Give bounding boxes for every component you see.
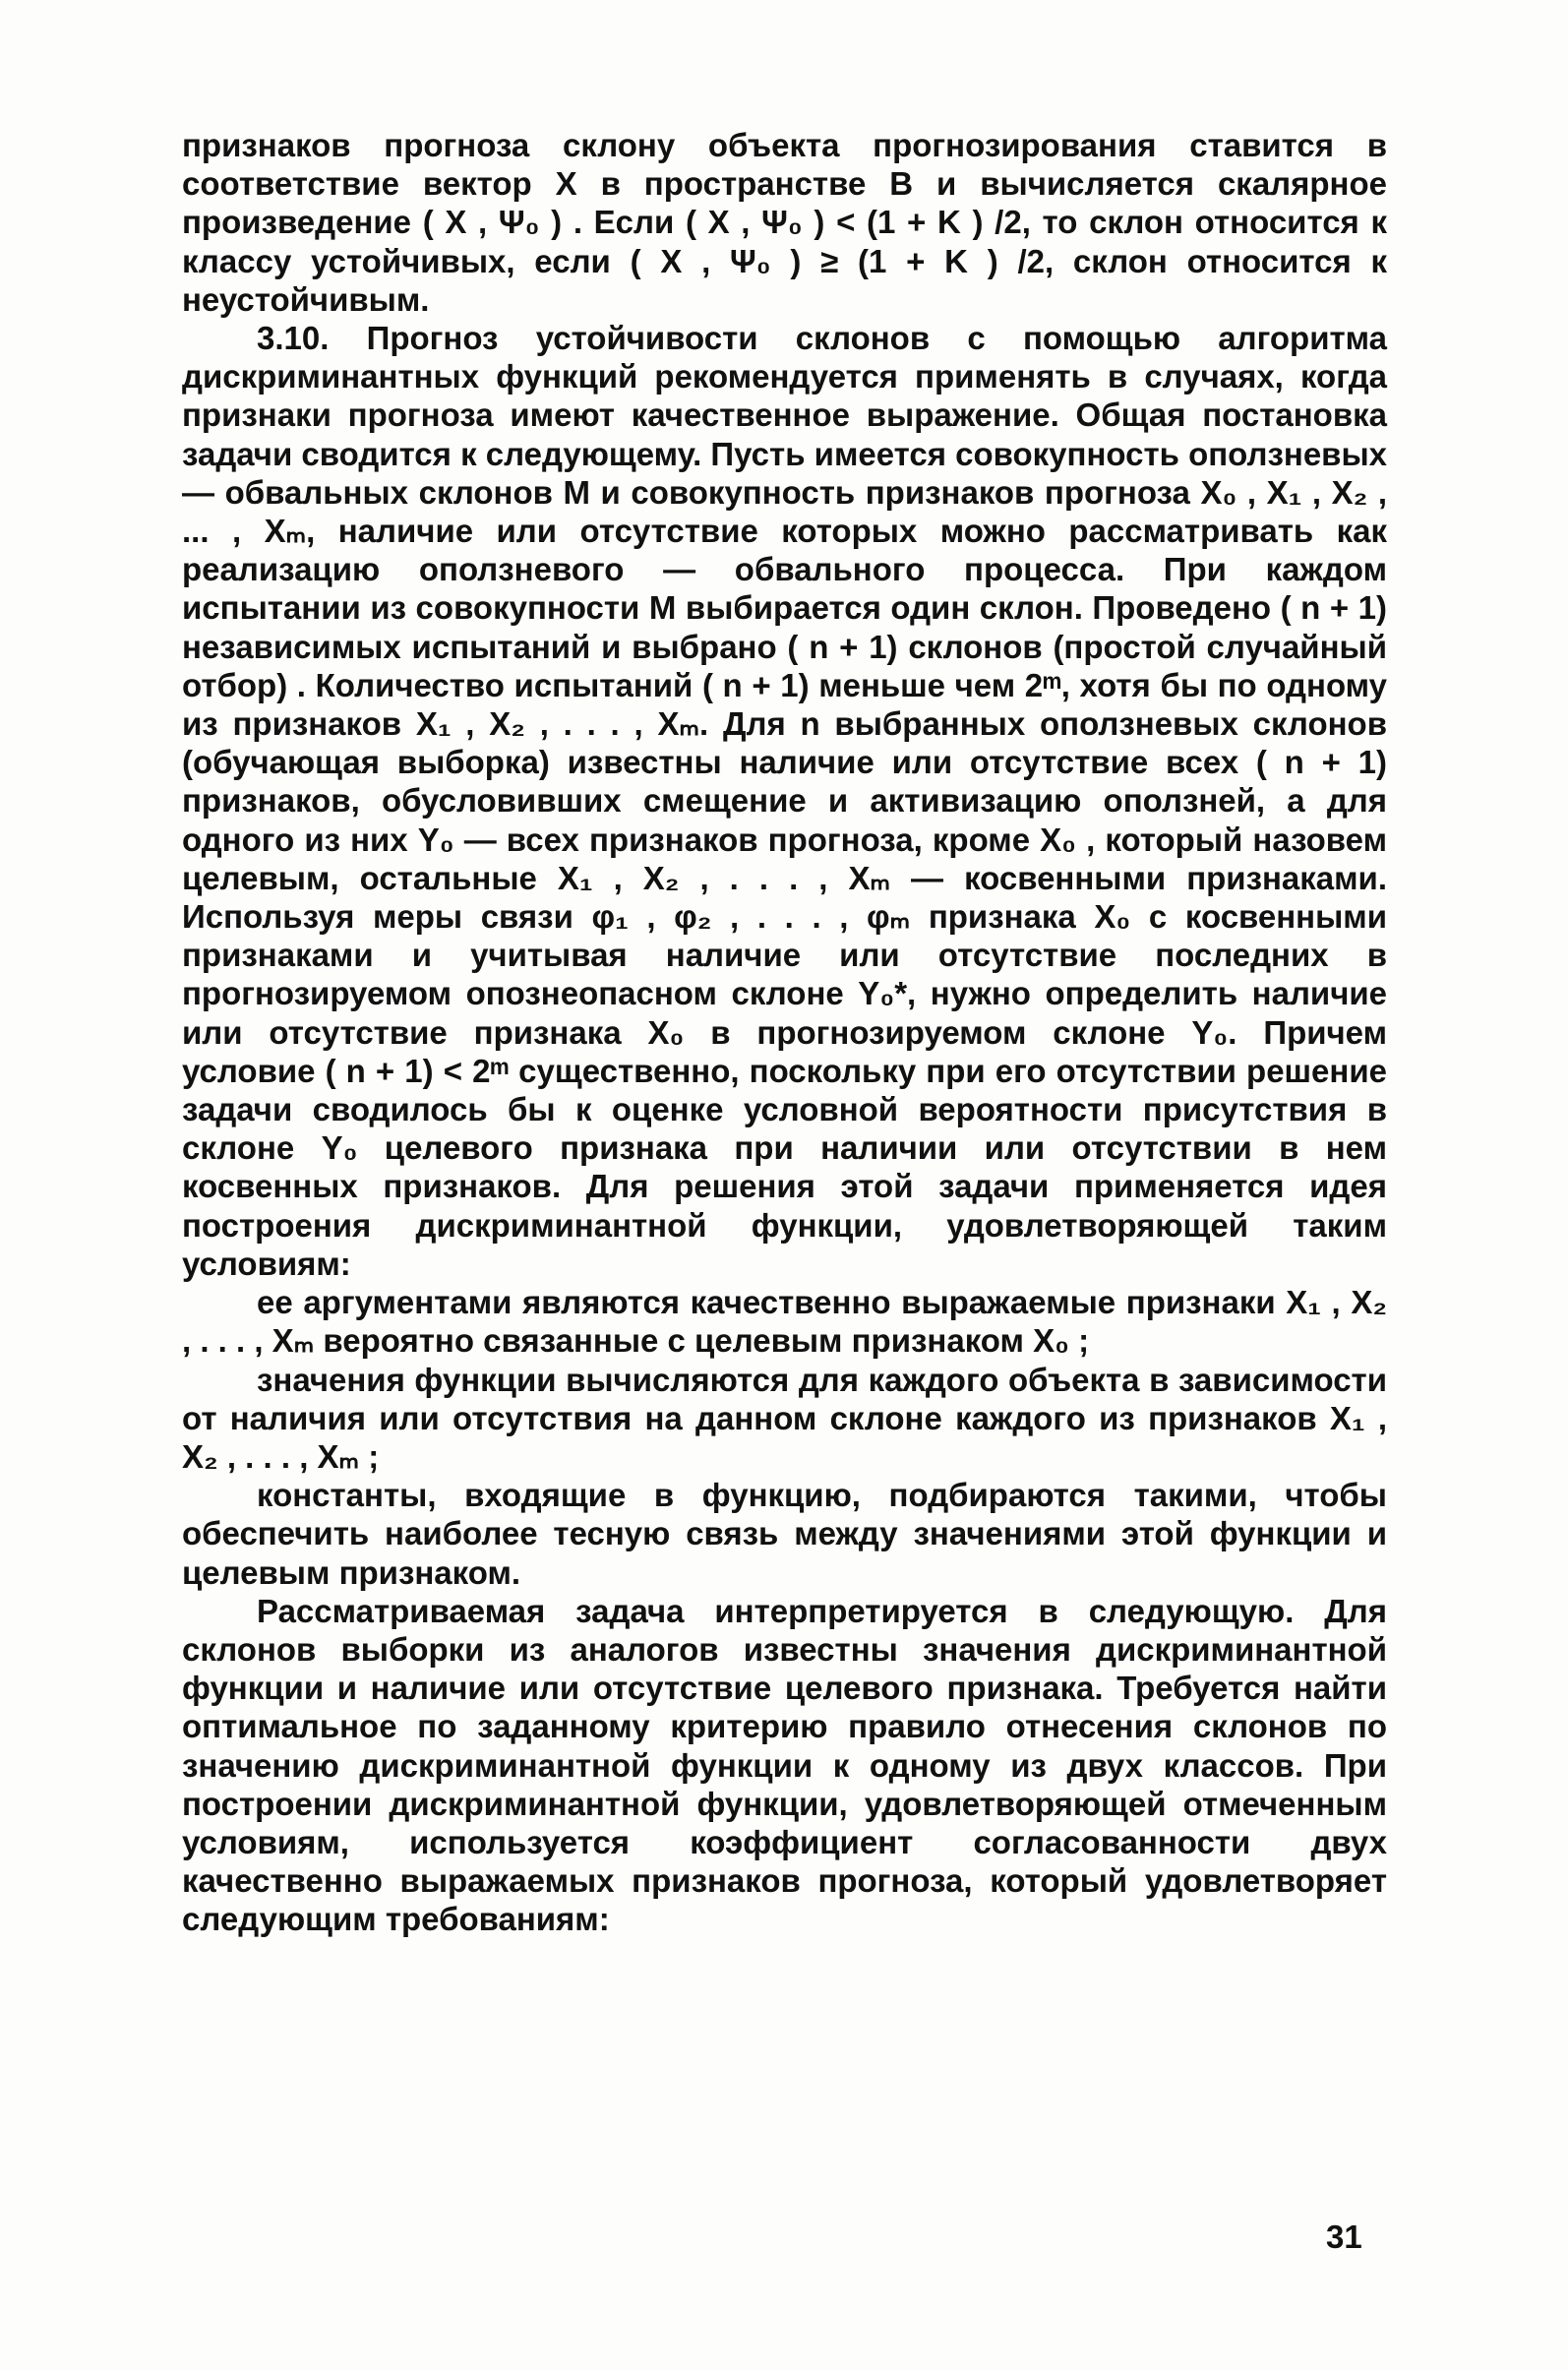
paragraph-section-3-10: 3.10. Прогноз устойчивости склонов с помощью алгоритма дискриминантных функций рекомендуется применять в случаях, когда признаки прогноза имеют качественное выражение. Общая постановка задачи сводится к следующему. Пусть имеется совокупность оползневых — обвальных склонов M и совокупность признаков прогноза X₀ , X₁ , X₂ , ... , Xₘ, наличие или отсутствие которых можно рассматривать как реализацию оползневого — обвального процесса. При каждом испытании из совокупности M выбирается один склон. Проведено ( n + 1) независимых испытаний и выбрано ( n + 1) склонов (простой случайный отбор) . Количество испытаний ( n + 1) меньше чем 2ᵐ, хотя бы по одному из признаков X₁ , X₂ , . . . , Xₘ. Для n выбранных оползневых склонов (обучающая выборка) известны наличие или отсутствие всех ( n + 1) признаков, обусловивших смещение и активизацию оползней, а для одного из них Y₀ — всех признаков прогноза, кроме X₀ , который назовем целевым, остальные X₁ , X₂ , . . . , Xₘ — косвенными признаками. Используя меры связи φ₁ , φ₂ , . . . , φₘ признака X₀ с косвенными признаками и учитывая наличие или отсутствие последних в прогнозируемом опознеопасном склоне Y₀*, нужно определить наличие или отсутствие признака X₀ в прогнозируемом склоне Y₀. Причем условие ( n + 1) < 2ᵐ существенно, поскольку при его отсутствии решение задачи сводилось бы к оценке условной вероятности присутствия в склоне Y₀ целевого признака при наличии или отсутствии в нем косвенных признаков. Для решения этой задачи применяется идея построения дискриминантной функции, удовлетворяющей таким условиям:: [182, 320, 1387, 1282]
list-item-arguments: ее аргументами являются качественно выражаемые признаки X₁ , X₂ , . . . , Xₘ вероятно связанные с целевым признаком X₀ ;: [182, 1284, 1387, 1360]
list-item-constants: константы, входящие в функцию, подбираются такими, чтобы обеспечить наиболее тесную связь между значениями этой функции и целевым признаком.: [182, 1477, 1387, 1591]
body-text: [182, 126, 1387, 1939]
list-item-values: значения функции вычисляются для каждого объекта в зависимости от наличия или отсутствия на данном склоне каждого из признаков X₁ , X₂ , . . . , Xₘ ;: [182, 1361, 1387, 1475]
paragraph-continuation: признаков прогноза склону объекта прогнозирования ставится в соответствие вектор X в пространстве B и вычисляется скалярное произведение ( X , Ψ₀ ) . Если ( X , Ψ₀ ) < (1 + K ) /2, то склон относится к классу устойчивых, если ( X , Ψ₀ ) ≥ (1 + K ) /2, склон относится к неустойчивым.: [182, 127, 1387, 318]
paragraph-closing: Рассматриваемая задача интерпретируется в следующую. Для склонов выборки из аналогов известны значения дискриминантной функции и наличие или отсутствие целевого признака. Требуется найти оптимальное по заданному критерию правило отнесения склонов по значению дискриминантной функции к одному из двух классов. При построении дискриминантной функции, удовлетворяющей отмеченным условиям, используется коэффициент согласованности двух качественно выражаемых признаков прогноза, который удовлетворяет следующим требованиям:: [182, 1592, 1387, 1938]
page-number: 31: [1326, 2219, 1362, 2255]
